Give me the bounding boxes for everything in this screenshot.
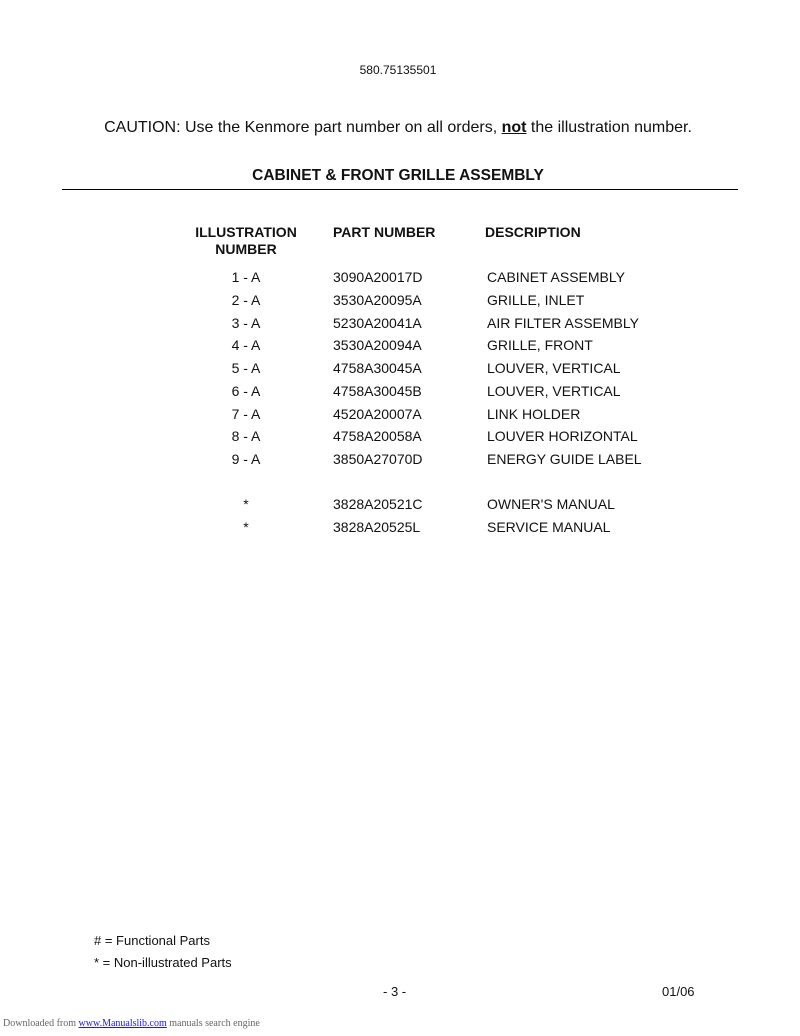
part-number-cell: 4758A20058A <box>333 428 422 445</box>
caution-emphasis: not <box>501 119 527 136</box>
table-row <box>0 269 800 292</box>
description-cell: SERVICE MANUAL <box>487 518 611 535</box>
section-title: CABINET & FRONT GRILLE ASSEMBLY <box>252 167 544 184</box>
table-row <box>0 406 800 429</box>
illustration-number-cell: * <box>243 518 249 535</box>
part-number-cell: 5230A20041A <box>333 314 422 331</box>
part-number-cell: 4758A30045A <box>333 360 422 376</box>
illustration-number-cell: 1 - A <box>231 269 261 285</box>
caution-text-suffix: the illustration number. <box>526 119 692 136</box>
description-cell: AIR FILTER ASSEMBLY <box>487 314 639 331</box>
manualslib-link[interactable]: www.Manualslib.com <box>78 1018 167 1029</box>
illustration-number-cell: 6 - A <box>231 382 261 399</box>
header-description: DESCRIPTION <box>485 224 581 240</box>
legend-non-illustrated-parts: * = Non-illustrated Parts <box>94 955 232 970</box>
table-row <box>0 428 800 451</box>
part-number-cell: 3828A20525L <box>333 518 421 535</box>
caution-text-prefix: CAUTION: Use the Kenmore part number on all orders, <box>104 119 502 136</box>
table-row <box>0 337 800 360</box>
illustration-number-cell: * <box>243 495 249 512</box>
part-number-cell: 4520A20007A <box>333 405 422 422</box>
page-number: - 3 - <box>383 984 407 999</box>
illustration-number-cell: 3 - A <box>231 314 261 331</box>
description-cell: OWNER'S MANUAL <box>487 495 615 512</box>
description-cell: LINK HOLDER <box>487 405 581 422</box>
illustration-number-cell: 5 - A <box>231 360 261 376</box>
part-number-cell: 3090A20017D <box>333 269 423 285</box>
table-row <box>0 292 800 315</box>
part-number-cell: 4758A30045B <box>333 382 422 399</box>
parts-table <box>0 269 800 541</box>
caution-notice <box>0 119 796 137</box>
download-footer <box>3 1018 260 1029</box>
table-row <box>0 383 800 406</box>
description-cell: LOUVER, VERTICAL <box>487 360 621 376</box>
description-cell: ENERGY GUIDE LABEL <box>487 451 642 467</box>
revision-date: 01/06 <box>662 984 695 999</box>
header-illustration-line1: ILLUSTRATION <box>195 224 297 240</box>
table-row <box>0 519 800 542</box>
model-number: 580.75135501 <box>359 63 437 77</box>
part-number-cell: 3530A20095A <box>333 291 422 308</box>
illustration-number-cell: 4 - A <box>231 337 261 354</box>
illustration-number-cell: 7 - A <box>231 405 261 422</box>
footer-suffix: manuals search engine <box>166 1018 260 1029</box>
header-part-number: PART NUMBER <box>333 224 436 240</box>
table-row <box>0 451 800 474</box>
description-cell: GRILLE, FRONT <box>487 337 593 354</box>
table-row <box>0 496 800 519</box>
legend-functional-parts: # = Functional Parts <box>94 933 210 948</box>
description-cell: GRILLE, INLET <box>487 291 585 308</box>
footer-prefix: Downloaded from <box>3 1018 79 1029</box>
description-cell: CABINET ASSEMBLY <box>487 269 625 285</box>
illustration-number-cell: 9 - A <box>231 451 261 467</box>
table-row <box>0 315 800 338</box>
table-row <box>0 360 800 383</box>
header-illustration-line2: NUMBER <box>215 241 277 257</box>
part-number-cell: 3828A20521C <box>333 495 423 512</box>
part-number-cell: 3530A20094A <box>333 337 422 354</box>
illustration-number-cell: 2 - A <box>231 291 261 308</box>
part-number-cell: 3850A27070D <box>333 451 423 467</box>
header-illustration-number <box>186 224 306 258</box>
section-divider <box>62 189 738 190</box>
illustration-number-cell: 8 - A <box>231 428 261 445</box>
description-cell: LOUVER, VERTICAL <box>487 382 621 399</box>
description-cell: LOUVER HORIZONTAL <box>487 428 638 445</box>
